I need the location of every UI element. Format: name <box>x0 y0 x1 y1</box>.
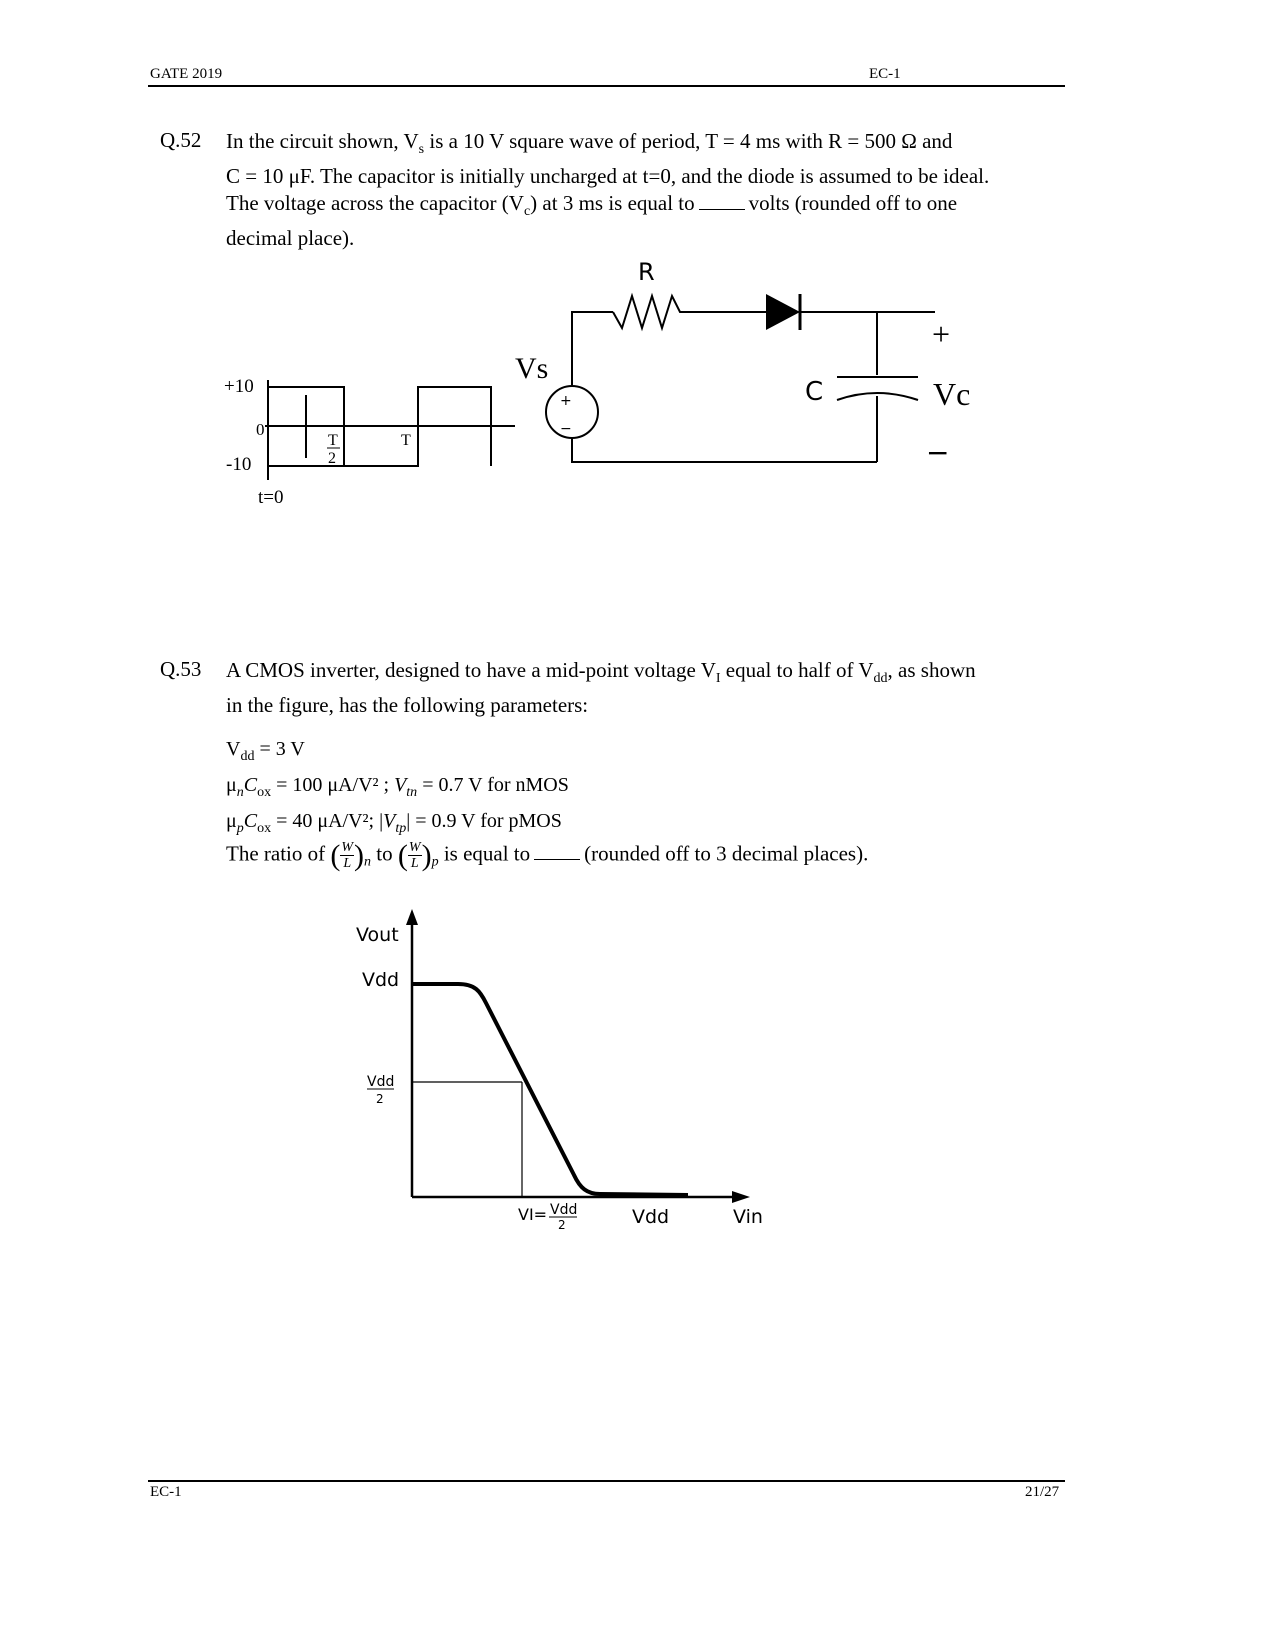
footer-page-number: 21/27 <box>1025 1484 1060 1500</box>
label-C: C <box>805 377 824 407</box>
wave-label-t0: t=0 <box>258 487 284 508</box>
cmos-vtc-graph <box>340 905 780 1245</box>
label-half-num: Vdd <box>367 1074 395 1090</box>
rc-diode-circuit <box>500 250 1000 480</box>
wave-label-plus10: +10 <box>224 376 254 397</box>
q53-number: Q.53 <box>160 657 202 681</box>
voltage-source-symbol <box>546 386 598 438</box>
resistor-symbol <box>613 296 686 328</box>
footer-rule <box>148 1480 1065 1482</box>
label-plus: + <box>932 316 951 352</box>
vtc-curve <box>412 984 688 1195</box>
ratio-L2: L <box>410 856 419 871</box>
label-vi: VI= <box>518 1205 548 1224</box>
header-rule <box>148 85 1065 87</box>
label-vout: Vout <box>356 924 399 946</box>
label-Vs: Vs <box>515 352 549 385</box>
source-minus: − <box>560 421 572 437</box>
label-R: R <box>638 258 655 286</box>
wave-label-T: T <box>401 432 411 449</box>
diode-symbol <box>766 294 800 330</box>
square-wave-figure <box>210 360 530 520</box>
q52-text: In the circuit shown, $V_s$ is a 10 V square wave of period, T = 4 ms with R = 500 Ω and C = 10 μF. The capacitor is initially uncharged at t=0, and the diode is assumed to be ideal. The voltage across the capacitor $(V_c)$ at 3 ms is equal to volts (rounded off to one decimal place). <box>226 129 990 251</box>
answer-blank <box>699 208 745 210</box>
wave-label-minus10: -10 <box>226 454 252 475</box>
source-plus: + <box>560 393 572 409</box>
label-Vc: Vc <box>933 376 971 412</box>
q53-parameters: $V_{dd} = 3$ V $\mu_nC_{ox} = 100$ μA/V² ; $V_{tn} = 0.7$ V for nMOS $\mu_pC_{ox} = 40$ μA/V²; $|V_{tp}| = 0.9$ V for pMOS <box>226 738 569 836</box>
q52-number: Q.52 <box>160 128 202 152</box>
label-vi-den: 2 <box>558 1218 566 1232</box>
wave-label-half-den: 2 <box>328 450 336 467</box>
wave-label-zero: 0 <box>256 420 265 439</box>
answer-blank-2 <box>534 858 580 860</box>
ratio-W2: W <box>408 840 421 855</box>
q53-text: A CMOS inverter, designed to have a mid-point voltage $V_I$ equal to half of $V_{dd}$, as shown in the figure, has the following parameters: <box>226 658 976 718</box>
label-vi-num: Vdd <box>550 1202 578 1218</box>
header-right: EC-1 <box>869 66 901 82</box>
header-left: GATE 2019 <box>150 66 223 82</box>
footer-left: EC-1 <box>150 1484 182 1500</box>
q53-ratio-line: The ratio of ( $\frac{W}{L}$ )$_n$ to ( $\frac{W}{L}$ )$_p$ is equal to (rounded off to 3 decimal places). <box>226 839 869 872</box>
label-half-den: 2 <box>376 1092 384 1106</box>
label-vin: Vin <box>733 1206 763 1228</box>
wave-label-half-num: T <box>328 432 338 449</box>
label-minus: − <box>926 436 950 469</box>
label-vdd-y: Vdd <box>362 969 400 991</box>
label-vdd-x: Vdd <box>632 1206 670 1228</box>
